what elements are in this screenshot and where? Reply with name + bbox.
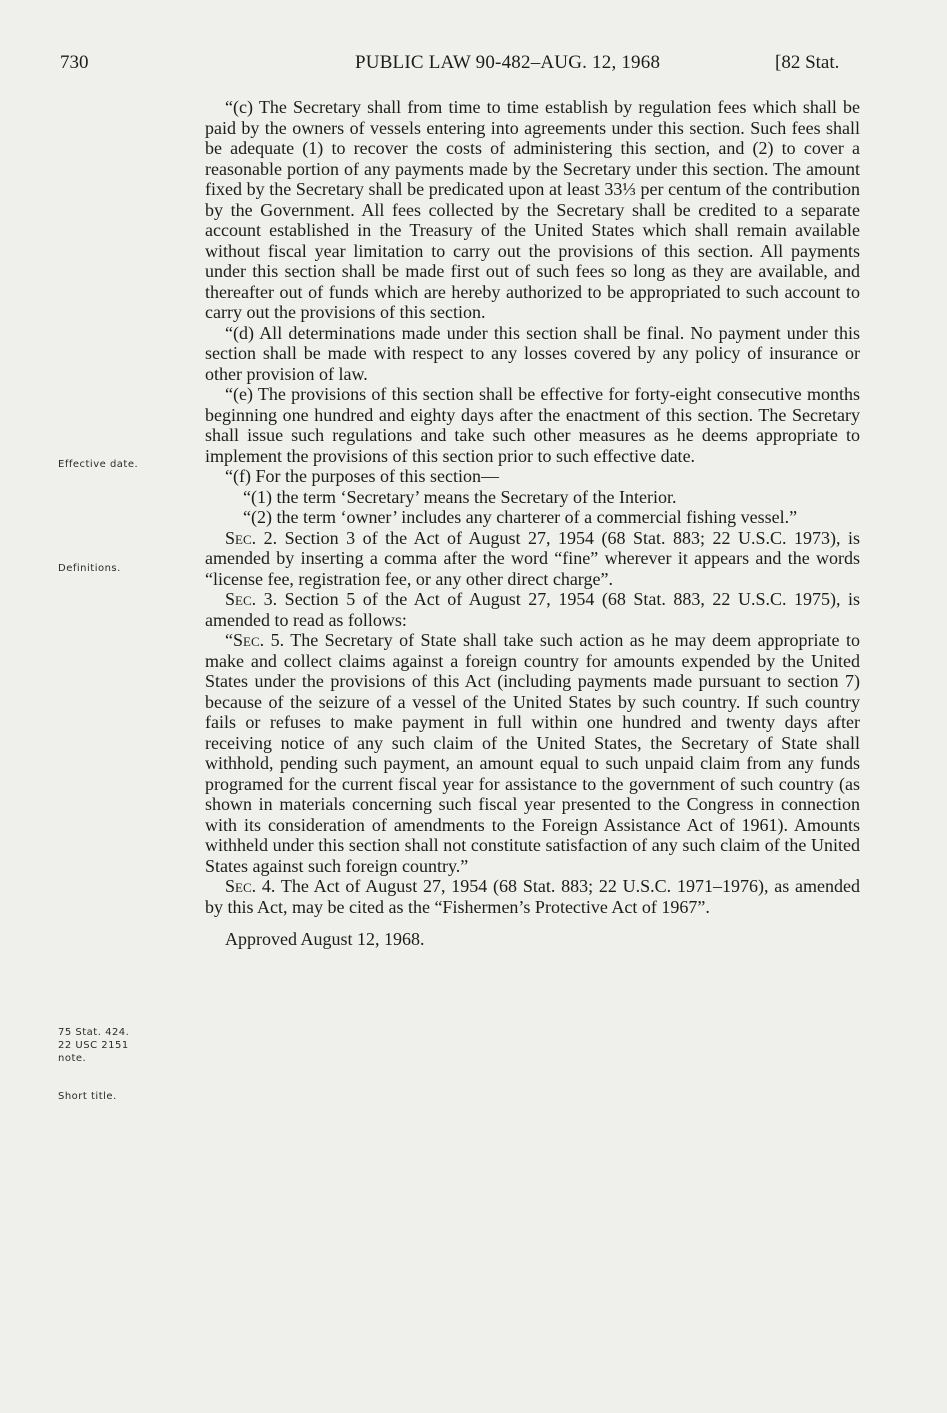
margin-note-effective-date: Effective date. [58, 459, 139, 470]
section-label: Sec. 3. [225, 589, 278, 609]
paragraph-c: “(c) The Secretary shall from time to time establish by regulation fees which shall be paid by the owners of vessels entering into agreements under this section. Such fees shall be adequate (1) to recover the costs of administering this section, and (2) to cover a reasonable portion of any payments made by the Secretary under this section. The amount fixed by the Secretary shall be predicated upon at least 33⅓ per centum of the contribution by the Government. All fees collected by the Secretary shall be credited to a separate account established in the Treasury of the United States which shall remain available without fiscal year limitation to carry out the provisions of this section. All payments under this section shall be made first out of such fees so long as they are available, and thereafter out of funds which are hereby authorized to be appropriated to such account to carry out the provisions of this section. [205, 97, 860, 322]
page-number: 730 [60, 52, 89, 73]
definition-owner: “(2) the term ‘owner’ includes any charterer of a commercial fishing vessel.” [243, 507, 798, 527]
margin-note-short-title: Short title. [58, 1091, 117, 1102]
section-label: Sec. 4. [225, 876, 276, 896]
section-label: “Sec. 5. [225, 630, 285, 650]
statute-body [205, 97, 860, 950]
page-header [0, 52, 947, 78]
margin-note-citation [58, 1026, 188, 1065]
citation-line: 75 Stat. 424. [58, 1027, 130, 1038]
section-3 [205, 589, 860, 630]
section-5-text [205, 630, 860, 876]
section-text: Section 5 of the Act of August 27, 1954 (68 Stat. 883, 22 U.S.C. 1975), is amended to read as follows: [205, 589, 860, 630]
section-4 [205, 876, 860, 917]
volume-reference: [82 Stat. [775, 52, 840, 73]
section-2 [205, 528, 860, 590]
running-title: PUBLIC LAW 90-482–AUG. 12, 1968 [355, 52, 661, 73]
paragraph-f: “(f) For the purposes of this section— [225, 466, 499, 486]
citation-line: 22 USC 2151 [58, 1040, 129, 1051]
definition-secretary: “(1) the term ‘Secretary’ means the Secretary of the Interior. [243, 486, 677, 507]
section-label: Sec. 2. [225, 527, 278, 548]
section-text: Section 3 of the Act of August 27, 1954 (68 Stat. 883; 22 U.S.C. 1973), is amended by inserting a comma after the word “fine” wherever it appears and the words “license fee, registration fee, or any other direct charge”. [205, 527, 860, 589]
paragraph-e: “(e) The provisions of this section shall be effective for forty-eight consecutive months beginning one hundred and eighty days after the enactment of this section. The Secretary shall issue such regulations and take such other measures as he deems appropriate to implement the provisions of this section prior to such effective date. [205, 384, 860, 466]
section-text: The Secretary of State shall take such action as he may deem appropriate to make and collect claims against a foreign country for amounts expended by the United States under the provisions of this Act (including payments made pursuant to section 7) because of the seizure of a vessel of the United States by such country. If such country fails or refuses to make payment in full within one hundred and twenty days after receiving notice of any such claim of the United States, the Secretary of State shall withhold, pending such payment, an amount equal to such unpaid claim from any funds programed for the current fiscal year for assistance to the government of such country (as shown in materials concerning such fiscal year presented to the Congress in connection with its consideration of amendments to the Foreign Assistance Act of 1961). Amounts withheld under this section shall not constitute satisfaction of any such claim of the United States against such foreign country.” [205, 630, 860, 876]
section-text: The Act of August 27, 1954 (68 Stat. 883; 22 U.S.C. 1971–1976), as amended by this Act, may be cited as the “Fishermen’s Protective Act of 1967”. [205, 876, 860, 917]
approval-date: Approved August 12, 1968. [225, 929, 425, 949]
citation-line: note. [58, 1053, 87, 1064]
margin-note-definitions: Definitions. [58, 563, 121, 574]
paragraph-d: “(d) All determinations made under this section shall be final. No payment under this section shall be made with respect to any losses covered by any policy of insurance or other provision of law. [205, 322, 860, 384]
